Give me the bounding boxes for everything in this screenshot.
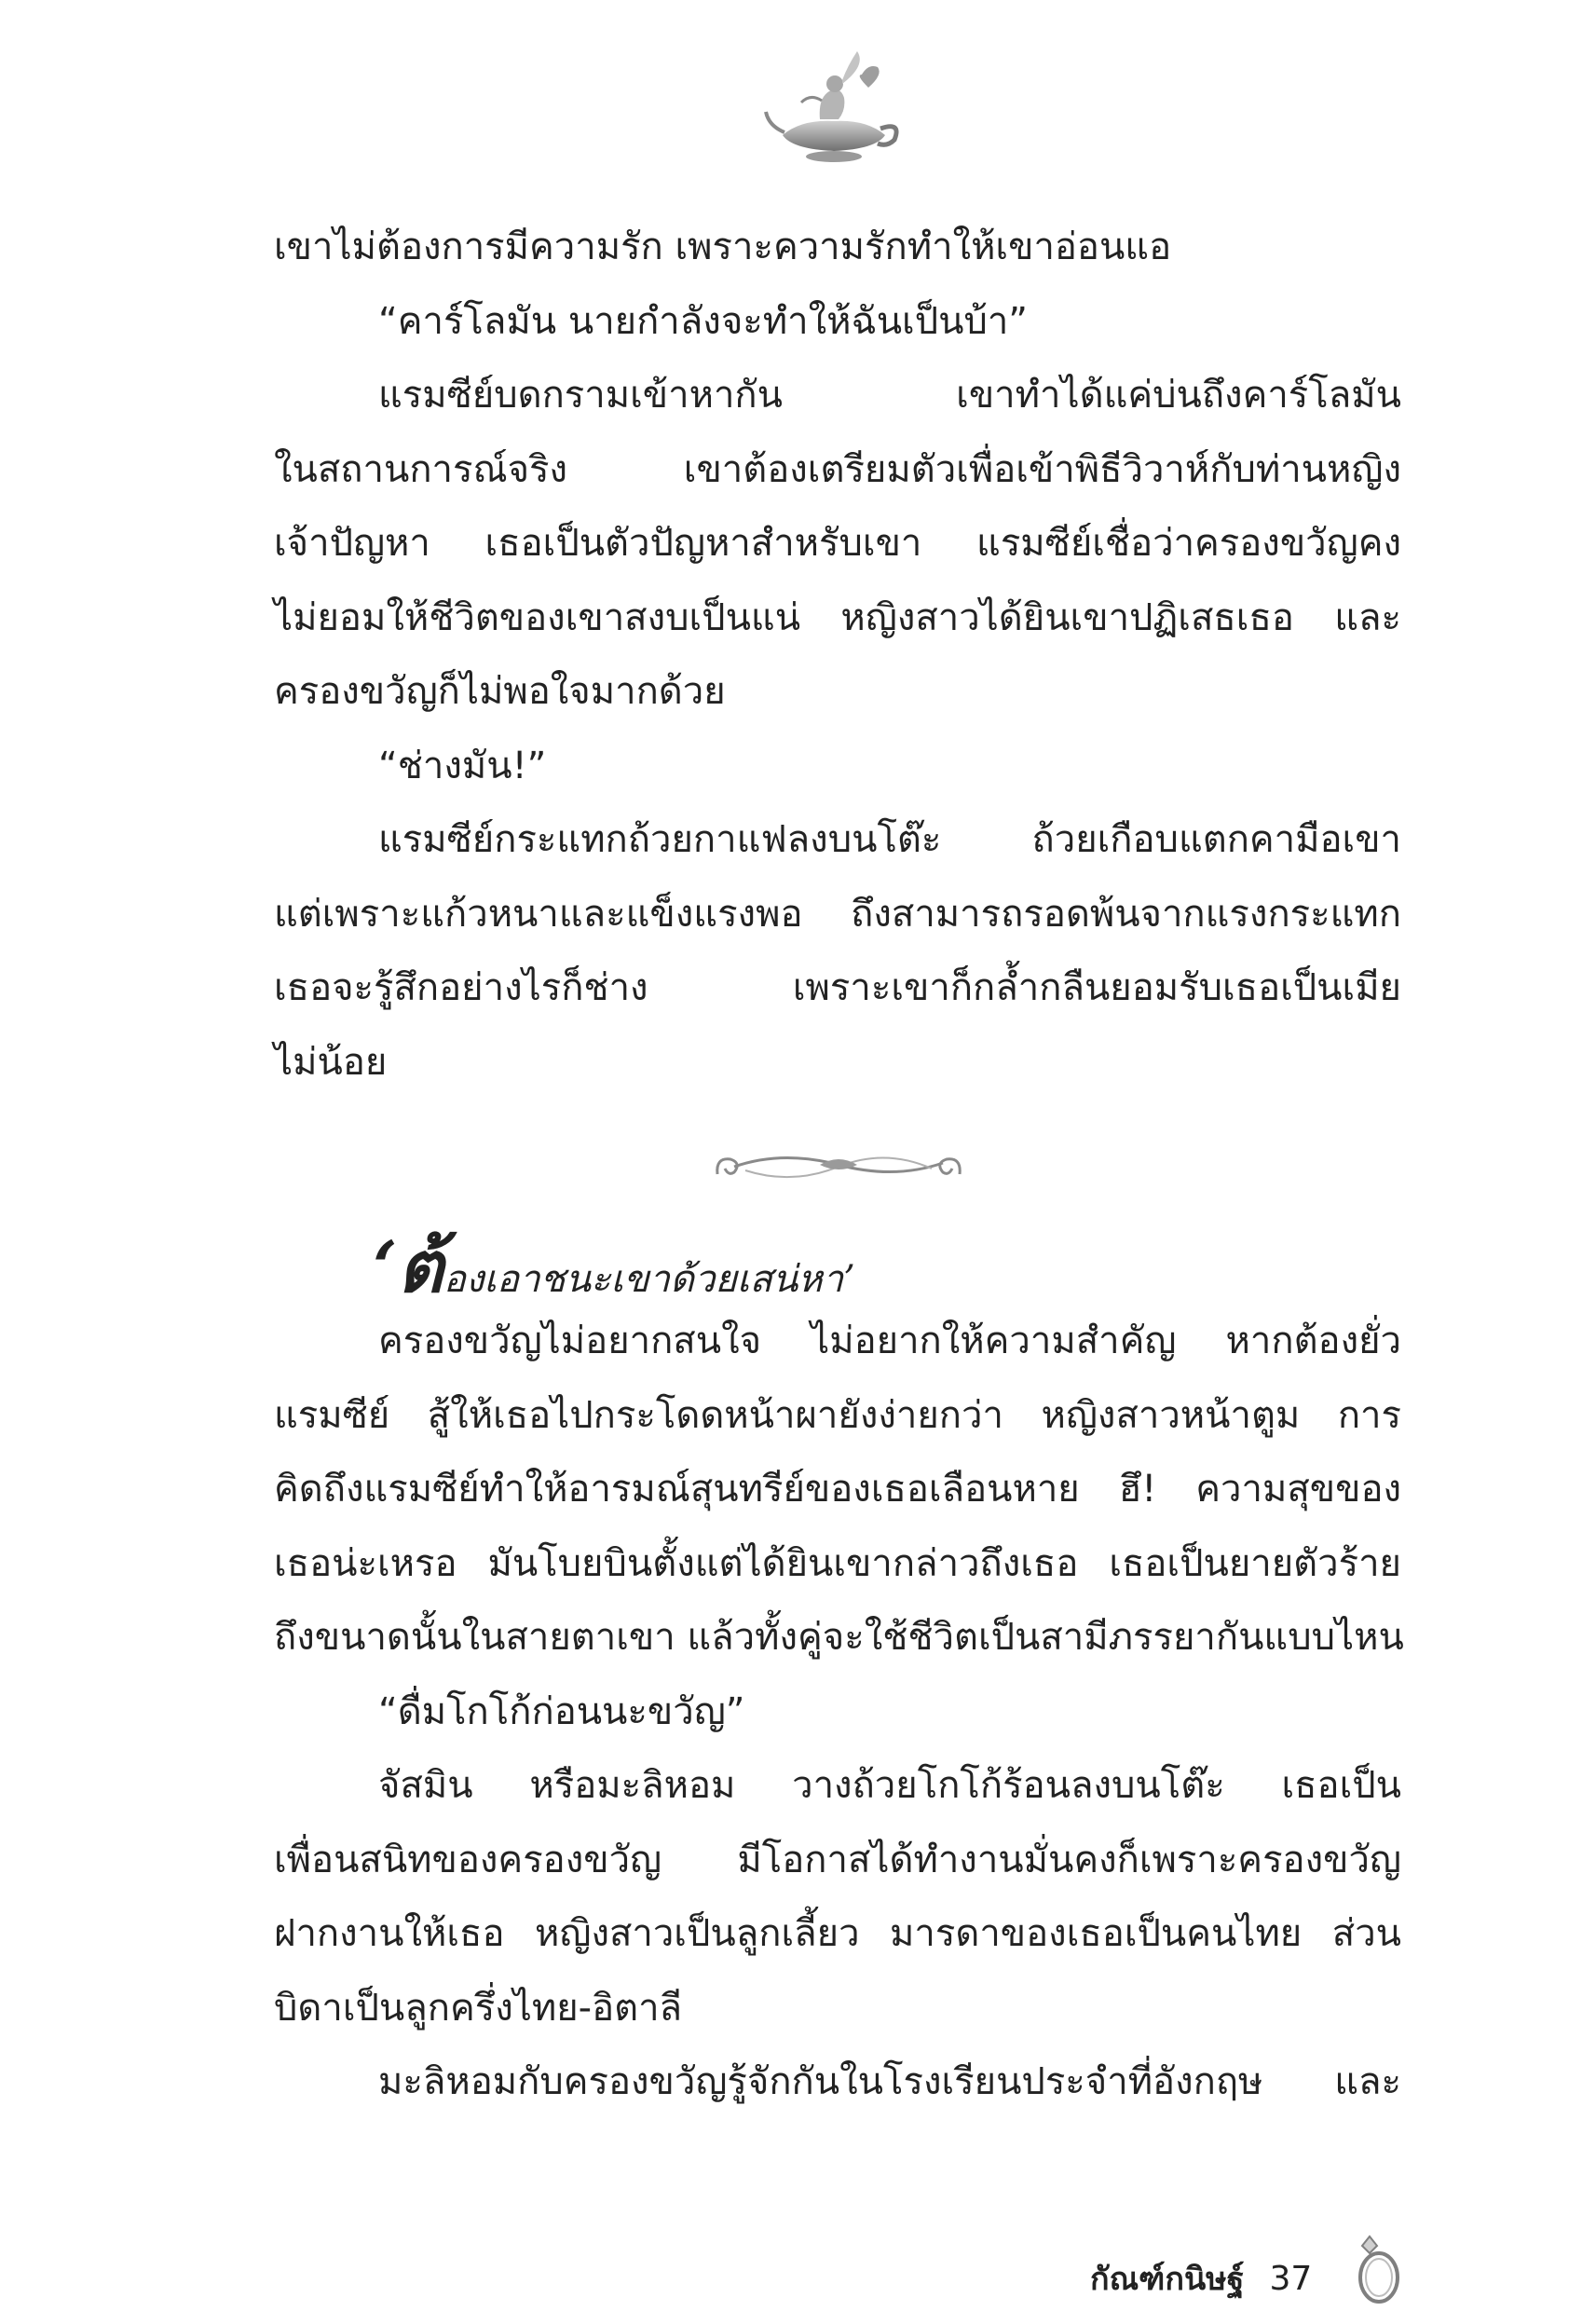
text-line: ไม่ยอมให้ชีวิตของเขาสงบเป็นแน่ หญิงสาวได้ยินเขาปฏิเสธเธอ และ <box>274 595 1401 639</box>
page-footer <box>1090 2253 1312 2309</box>
text-line: แรมซีย์บดกรามเข้าหากัน เขาทำได้แค่บ่นถึงคาร์โลมัน <box>378 374 1401 417</box>
text-line: แรมซีย์ สู้ให้เธอไปกระโดดหน้าผายังง่ายกว่า หญิงสาวหน้าตูม การ <box>274 1393 1401 1437</box>
text-line: จัสมิน หรือมะลิหอม วางถ้วยโกโก้ร้อนลงบนโต๊ะ เธอเป็น <box>378 1764 1401 1807</box>
text-line: “ช่างมัน!” <box>378 744 547 787</box>
text-line: ไม่น้อย <box>274 1040 388 1084</box>
text-line: แต่เพราะแก้วหนาและแข็งแรงพอ ถึงสามารถรอดพ้นจากแรงกระแทก <box>274 892 1401 936</box>
text-line: มะลิหอมกับครองขวัญรู้จักกันในโรงเรียนประจำที่อังกฤษ และ <box>378 2060 1401 2103</box>
text-line: ในสถานการณ์จริง เขาต้องเตรียมตัวเพื่อเข้าพิธีวิวาห์กับท่านหญิง <box>274 447 1401 491</box>
text-line: เขาไม่ต้องการมีความรัก เพราะความรักทำให้เขาอ่อนแอ <box>274 226 1172 268</box>
text-line: “ดื่มโกโก้ก่อนนะขวัญ” <box>378 1689 745 1733</box>
paragraph-block-2 <box>274 1305 1404 2120</box>
page-number: 37 <box>1269 2260 1313 2298</box>
section-heading <box>373 1211 855 1308</box>
text-line: ถึงขนาดนั้นในสายตาเขา แล้วทั้งคู่จะใช้ชีวิตเป็นสามีภรรยากันแบบไหน <box>274 1616 1404 1659</box>
paragraph-block-1 <box>274 211 1401 1100</box>
text-line: ครองขวัญก็ไม่พอใจมากด้วย <box>274 670 726 713</box>
text-line: “คาร์โลมัน นายกำลังจะทำให้ฉันเป็นบ้า” <box>378 299 1029 343</box>
text-line: ครองขวัญไม่อยากสนใจ ไม่อยากให้ความสำคัญ หากต้องยั่ว <box>378 1320 1401 1362</box>
text-line: เจ้าปัญหา เธอเป็นตัวปัญหาสำหรับเขา แรมซีย์เชื่อว่าครองขวัญคง <box>274 522 1401 565</box>
ring-icon <box>1349 2233 1405 2307</box>
scroll-divider-icon <box>708 1137 969 1193</box>
text-line: คิดถึงแรมซีย์ทำให้อารมณ์สุนทรีย์ของเธอเลือนหาย ฮึ! ความสุขของ <box>274 1468 1401 1511</box>
text-line: เพื่อนสนิทของครองขวัญ มีโอกาสได้ทำงานมั่นคงก็เพราะครองขวัญ <box>274 1838 1401 1881</box>
text-line: บิดาเป็นลูกครึ่งไทย-อิตาลี <box>274 1986 683 2030</box>
text-line: เธอจะรู้สึกอย่างไรก็ช่าง เพราะเขาก็กล้ำกลืนยอมรับเธอเป็นเมีย <box>274 966 1401 1009</box>
text-line: แรมซีย์กระแทกถ้วยกาแฟลงบนโต๊ะ ถ้วยเกือบแตกคามือเขา <box>378 818 1401 861</box>
text-line: เธอน่ะเหรอ มันโบยบินตั้งแต่ได้ยินเขากล่าวถึงเธอ เธอเป็นยายตัวร้าย <box>274 1541 1401 1585</box>
heading-initial: ‘ต้ <box>373 1225 443 1308</box>
heading-rest: องเอาชนะเขาด้วยเสน่หา’ <box>443 1258 855 1301</box>
book-title: กัณฑ์กนิษฐ์ <box>1090 2261 1245 2298</box>
teapot-cupid-icon <box>764 47 904 168</box>
text-line: ฝากงานให้เธอ หญิงสาวเป็นลูกเลี้ยว มารดาของเธอเป็นคนไทย ส่วน <box>274 1912 1401 1955</box>
